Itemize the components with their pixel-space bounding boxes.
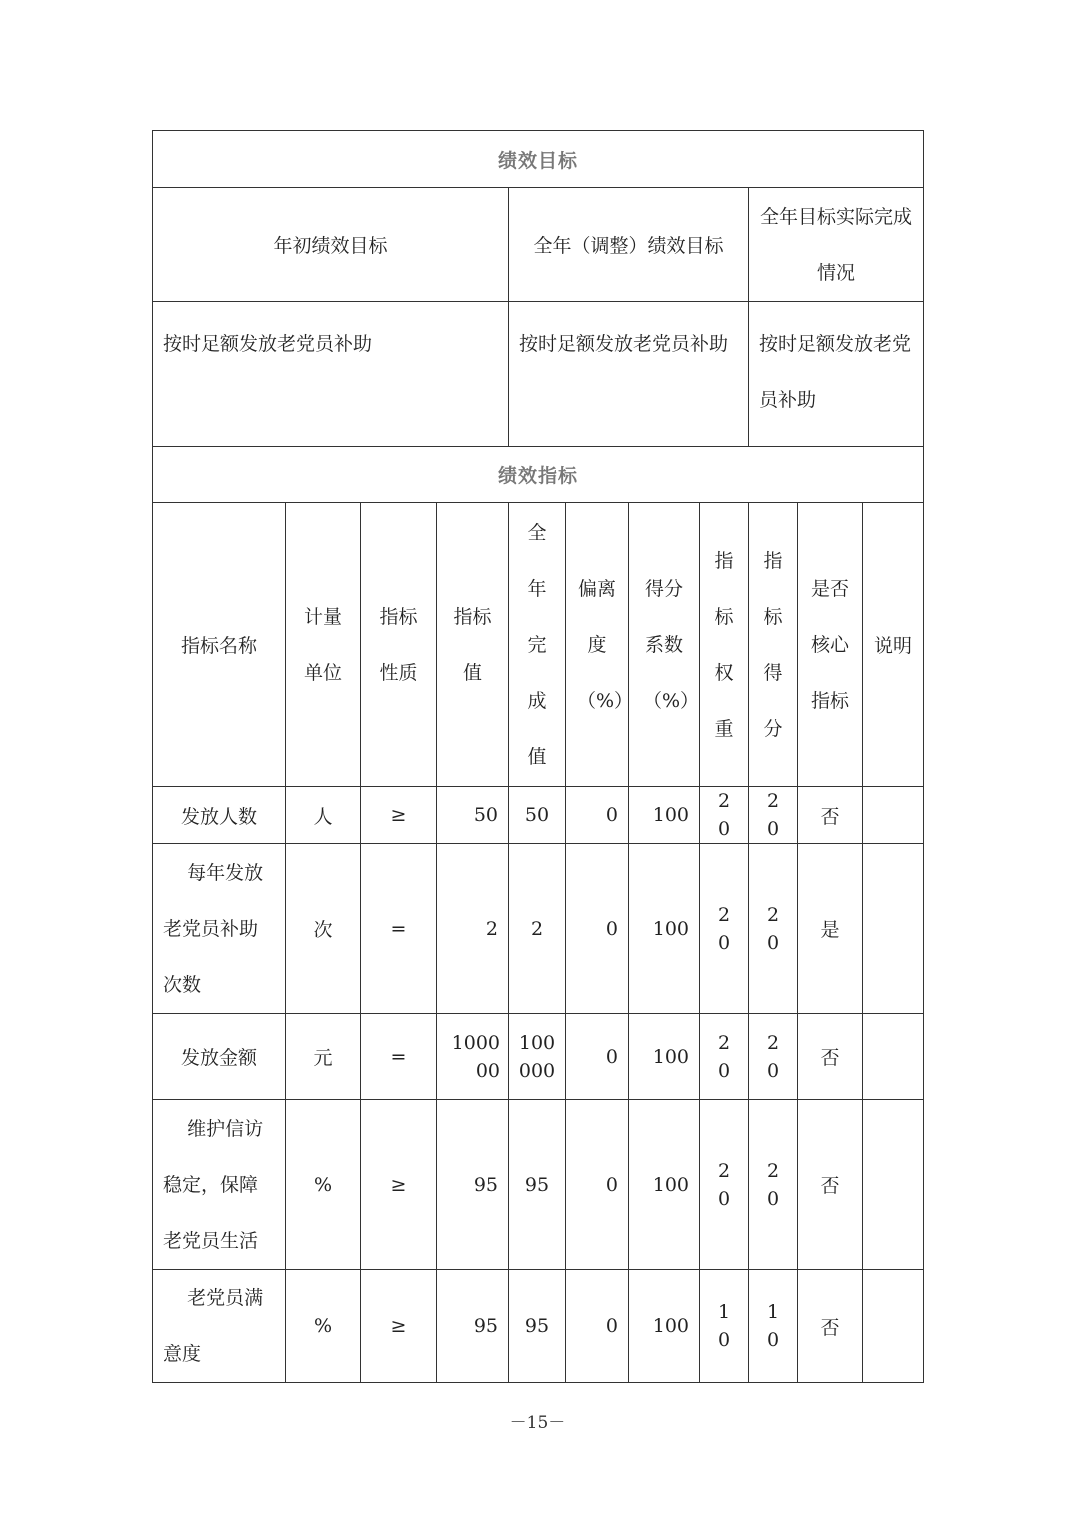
row-nature: = — [361, 1014, 437, 1100]
header-adjusted-goal: 全年（调整）绩效目标 — [509, 188, 749, 302]
row-name: 老党员满意度 — [153, 1270, 286, 1383]
row-coefficient: 100 — [629, 1100, 700, 1270]
col-header-coefficient: 得分系数（%） — [629, 503, 700, 787]
row-core: 否 — [798, 1270, 863, 1383]
row-name: 每年发放老党员补助次数 — [153, 844, 286, 1014]
row-nature: ≥ — [361, 1270, 437, 1383]
row-deviation: 0 — [566, 844, 629, 1014]
table-row — [153, 1014, 924, 1100]
row-score: 10 — [749, 1270, 798, 1383]
row-note — [863, 844, 924, 1014]
row-completed: 95 — [509, 1100, 566, 1270]
section-title-goals: 绩效目标 — [153, 131, 924, 188]
initial-goal-value: 按时足额发放老党员补助 — [153, 302, 509, 447]
row-completed: 2 — [509, 844, 566, 1014]
row-score: 20 — [749, 787, 798, 844]
row-weight: 20 — [700, 1014, 749, 1100]
row-note — [863, 1270, 924, 1383]
row-completed: 50 — [509, 787, 566, 844]
row-deviation: 0 — [566, 1270, 629, 1383]
row-unit: 元 — [286, 1014, 361, 1100]
row-core: 否 — [798, 1100, 863, 1270]
table-row — [153, 1100, 924, 1270]
row-coefficient: 100 — [629, 1270, 700, 1383]
row-deviation: 0 — [566, 1100, 629, 1270]
row-unit: % — [286, 1100, 361, 1270]
row-weight: 10 — [700, 1270, 749, 1383]
row-value: 95 — [437, 1100, 509, 1270]
row-value: 2 — [437, 844, 509, 1014]
row-weight: 20 — [700, 844, 749, 1014]
row-deviation: 0 — [566, 787, 629, 844]
col-header-name: 指标名称 — [153, 503, 286, 787]
row-value: 95 — [437, 1270, 509, 1383]
row-name: 发放人数 — [153, 787, 286, 844]
table-row — [153, 787, 924, 844]
row-note — [863, 787, 924, 844]
row-weight: 20 — [700, 787, 749, 844]
row-core: 否 — [798, 1014, 863, 1100]
row-name: 发放金额 — [153, 1014, 286, 1100]
table-row — [153, 1270, 924, 1383]
row-core: 否 — [798, 787, 863, 844]
row-note — [863, 1014, 924, 1100]
row-weight: 20 — [700, 1100, 749, 1270]
col-header-value: 指标值 — [437, 503, 509, 787]
row-value: 100000 — [437, 1014, 509, 1100]
row-nature: ≥ — [361, 787, 437, 844]
col-header-core: 是否核心指标 — [798, 503, 863, 787]
row-coefficient: 100 — [629, 844, 700, 1014]
row-core: 是 — [798, 844, 863, 1014]
row-nature: ≥ — [361, 1100, 437, 1270]
col-header-unit: 计量单位 — [286, 503, 361, 787]
row-completed: 95 — [509, 1270, 566, 1383]
header-actual-goal: 全年目标实际完成情况 — [749, 188, 924, 302]
performance-table — [152, 130, 924, 1383]
section-title-indicators: 绩效指标 — [153, 447, 924, 503]
row-coefficient: 100 — [629, 1014, 700, 1100]
row-coefficient: 100 — [629, 787, 700, 844]
row-score: 20 — [749, 844, 798, 1014]
adjusted-goal-value: 按时足额发放老党员补助 — [509, 302, 749, 447]
row-unit: 人 — [286, 787, 361, 844]
actual-goal-value: 按时足额发放老党员补助 — [749, 302, 924, 447]
row-note — [863, 1100, 924, 1270]
row-unit: 次 — [286, 844, 361, 1014]
row-score: 20 — [749, 1014, 798, 1100]
col-header-completed: 全年完成值 — [509, 503, 566, 787]
row-value: 50 — [437, 787, 509, 844]
col-header-nature: 指标性质 — [361, 503, 437, 787]
page-number: －15－ — [509, 1413, 566, 1433]
col-header-deviation: 偏离度（%） — [566, 503, 629, 787]
row-name: 维护信访稳定，保障老党员生活 — [153, 1100, 286, 1270]
row-nature: = — [361, 844, 437, 1014]
table-row — [153, 844, 924, 1014]
col-header-weight: 指标权重 — [700, 503, 749, 787]
row-completed: 100000 — [509, 1014, 566, 1100]
row-deviation: 0 — [566, 1014, 629, 1100]
col-header-note: 说明 — [863, 503, 924, 787]
row-unit: % — [286, 1270, 361, 1383]
header-initial-goal: 年初绩效目标 — [153, 188, 509, 302]
row-score: 20 — [749, 1100, 798, 1270]
col-header-score: 指标得分 — [749, 503, 798, 787]
